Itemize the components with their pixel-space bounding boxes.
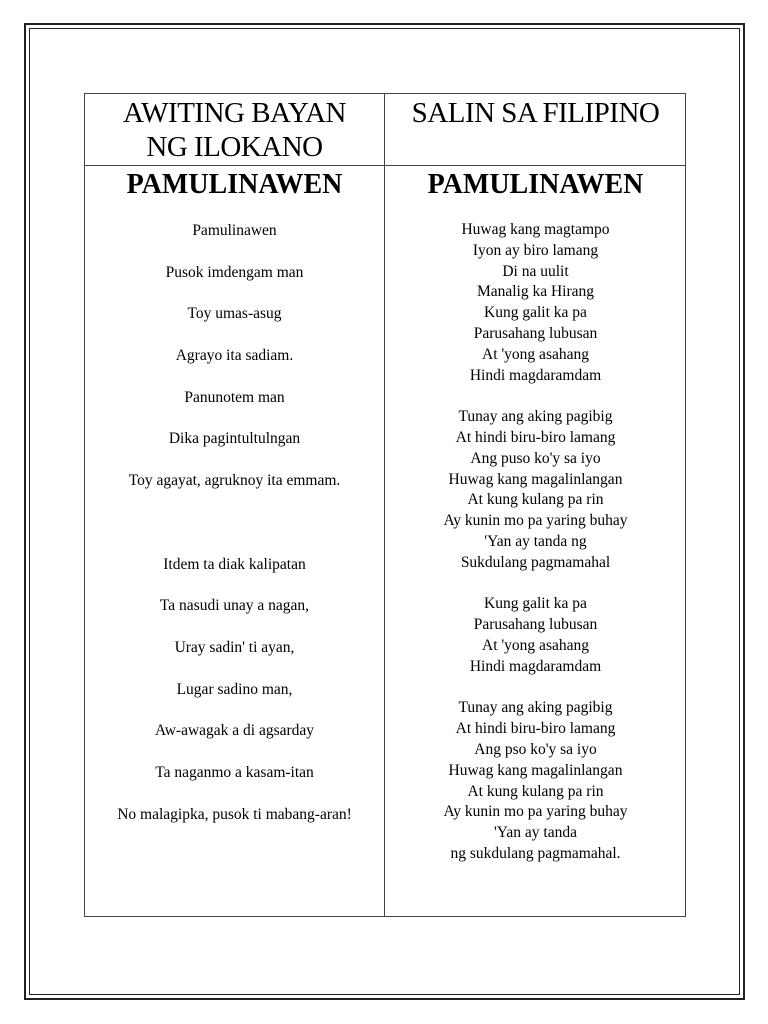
header-filipino: SALIN SA FILIPINO [411, 97, 660, 129]
lyric-line [385, 386, 686, 407]
lyric-line: Agrayo ita sadiam. [175, 347, 294, 365]
lyric-line: Iyon ay biro lamang [472, 241, 599, 259]
lyric-line: Tunay ang aking pagibig [458, 699, 613, 717]
ilokano-lyrics [85, 218, 384, 843]
header-ilokano [85, 94, 384, 167]
lyric-line: At kung kulang pa rin [467, 782, 604, 800]
lyric-line: At 'yong asahang [482, 636, 589, 654]
lyric-line: Toy umas-asug [187, 305, 282, 323]
lyric-line [85, 510, 384, 552]
lyric-line: Parusahang lubusan [473, 616, 598, 634]
lyric-line: Pamulinawen [192, 222, 277, 239]
lyric-line: Tunay ang aking pagibig [458, 408, 613, 426]
lyric-line: Itdem ta diak kalipatan [163, 555, 306, 573]
lyric-line: 'Yan ay tanda ng [484, 532, 587, 550]
lyric-line: Kung galit ka pa [484, 595, 587, 613]
lyric-line: Aw-awagak a di agsarday [154, 722, 315, 740]
lyric-line: Ta nasudi unay a nagan, [159, 597, 310, 615]
lyric-line: Dika pagintultulngan [168, 430, 301, 448]
lyric-line: ng sukdulang pagmamahal. [450, 844, 621, 862]
lyric-line: Manalig ka Hirang [476, 283, 595, 301]
lyric-line [385, 574, 686, 595]
lyric-line: At hindi biru-biro lamang [455, 720, 616, 738]
lyric-line [385, 678, 686, 699]
lyric-line: Ang puso ko'y sa iyo [470, 449, 601, 467]
lyric-line: Hindi magdaramdam [469, 657, 602, 675]
lyric-line: At 'yong asahang [482, 345, 589, 363]
lyric-line: Ang pso ko'y sa iyo [474, 740, 597, 758]
lyric-line: Huwag kang magalinlangan [448, 470, 623, 488]
lyric-line: Uray sadin' ti ayan, [174, 638, 295, 656]
lyric-line: Di na uulit [502, 262, 569, 280]
lyric-line: Parusahang lubusan [473, 324, 598, 342]
lyric-line: Pusok imdengam man [165, 263, 304, 281]
lyric-line: Ta naganmo a kasam-itan [155, 763, 314, 781]
lyric-line: Kung galit ka pa [484, 304, 587, 322]
lyric-line: Huwag kang magalinlangan [448, 761, 623, 779]
lyric-line: At hindi biru-biro lamang [455, 428, 616, 446]
song-title-ilokano: PAMULINAWEN [126, 169, 343, 200]
lyric-line: At kung kulang pa rin [467, 491, 604, 509]
lyric-line: Huwag kang magtampo [461, 221, 610, 238]
filipino-lyrics [385, 220, 686, 865]
lyric-line: No malagipka, pusok ti mabang-aran! [117, 805, 352, 823]
lyric-line: Toy agayat, agruknoy ita emmam. [128, 472, 341, 490]
header-ilokano-line: AWITING BAYAN [123, 97, 346, 129]
lyric-line: Panunotem man [184, 388, 285, 406]
lyrics-table [84, 93, 686, 917]
header-ilokano-line: NG ILOKANO [146, 131, 323, 163]
lyric-line: Ay kunin mo pa yaring buhay [443, 803, 628, 821]
song-title-filipino: PAMULINAWEN [427, 169, 644, 200]
lyric-line: Lugar sadino man, [176, 680, 293, 698]
lyric-line: Hindi magdaramdam [469, 366, 602, 384]
lyric-line: 'Yan ay tanda [493, 824, 577, 842]
lyric-line: Ay kunin mo pa yaring buhay [443, 512, 628, 530]
lyric-line: Sukdulang pagmamahal [460, 553, 611, 571]
